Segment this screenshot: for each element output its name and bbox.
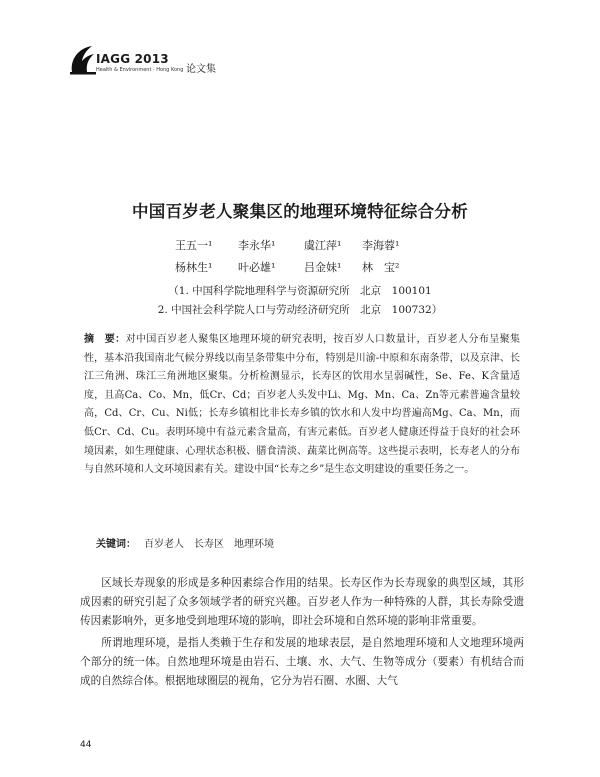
abstract-label: 摘 要： bbox=[84, 334, 126, 345]
author-name: 李永华¹ bbox=[238, 239, 276, 252]
author-row bbox=[0, 235, 600, 257]
author-row bbox=[0, 257, 600, 279]
author-name: 吕金妹¹ bbox=[304, 261, 342, 274]
author-name: 李海蓉¹ bbox=[362, 239, 400, 252]
abstract bbox=[84, 331, 520, 480]
author-list bbox=[0, 235, 600, 279]
section-tag: 论文集 bbox=[186, 64, 216, 75]
affiliation-line: （1. 中国科学院地理科学与资源研究所 北京 100101 bbox=[168, 285, 432, 297]
keywords bbox=[96, 535, 274, 550]
logo-text: IAGG 2013 bbox=[96, 52, 169, 66]
logo-subtext: Health & Environment · Hong Kong bbox=[96, 67, 184, 73]
body-paragraph: 区域长寿现象的形成是多种因素综合作用的结果。长寿区作为长寿现象的典型区域，其形成因素的研究引起了众多领域学者的研究兴趣。百岁老人作为一种特殊的人群，其长寿除受遗传因素影响外，更多地受到地理环境的影响，即社会环境和自然环境的影响非常重要。 bbox=[80, 577, 524, 627]
conference-logo-icon bbox=[68, 42, 98, 76]
affiliations bbox=[0, 282, 600, 320]
journal-header bbox=[68, 42, 268, 78]
keywords-terms: 百岁老人 长寿区 地理环境 bbox=[144, 539, 274, 550]
author-name: 林 宝² bbox=[362, 261, 400, 274]
page-number: 44 bbox=[80, 740, 92, 750]
paper-title: 中国百岁老人聚集区的地理环境特征综合分析 bbox=[132, 202, 468, 221]
author-name: 虞江萍¹ bbox=[304, 239, 342, 252]
author-name: 王五一¹ bbox=[175, 239, 213, 252]
body-text bbox=[80, 574, 524, 694]
body-paragraph: 所谓地理环境，是指人类赖于生存和发展的地球表层，是自然地理环境和人文地理环境两个部分的统一体。自然地理环境是由岩石、土壤、水、大气、生物等成分（要素）有机结合而成的自然综合体。根据地球圈层的视角，它分为岩石圈、水圈、大气 bbox=[80, 637, 524, 687]
abstract-text: 对中国百岁老人聚集区地理环境的研究表明，按百岁人口数量计，百岁老人分布呈聚集性，基本沿我国南北气候分界线以南呈条带集中分布，特别是川渝-中原和东南条带，以及京津、长江三角洲、珠江三角洲地区聚集。分析检测显示，长寿区的饮用水呈弱碱性，Se、Fe、K含量适度，且高Ca、Co、Mn，低Cr、Cd；百岁老人头发中Li、Mg、Mn、Ca、Zn等元素普遍含量较高，Cd、Cr、Cu、Ni低；长寿乡镇相比非长寿乡镇的饮水和人发中均普遍高Mg、Ca、Mn，而低Cr、Cd、Cu。表明环境中有益元素含量高，有害元素低。百岁老人健康还得益于良好的社会环境因素，如生理健康、心理状态积极、膳食清淡、蔬菜比例高等。这些提示表明，长寿老人的分布与自然环境和人文环境因素有关。建设中国“长寿之乡”是生态文明建设的重要任务之一。 bbox=[84, 334, 521, 476]
author-name: 杨林生¹ bbox=[175, 261, 213, 274]
affiliation-line: 2. 中国社会科学院人口与劳动经济研究所 北京 100732） bbox=[157, 304, 443, 316]
author-name: 叶必雄¹ bbox=[238, 261, 276, 274]
keywords-label: 关键词： bbox=[96, 539, 136, 550]
